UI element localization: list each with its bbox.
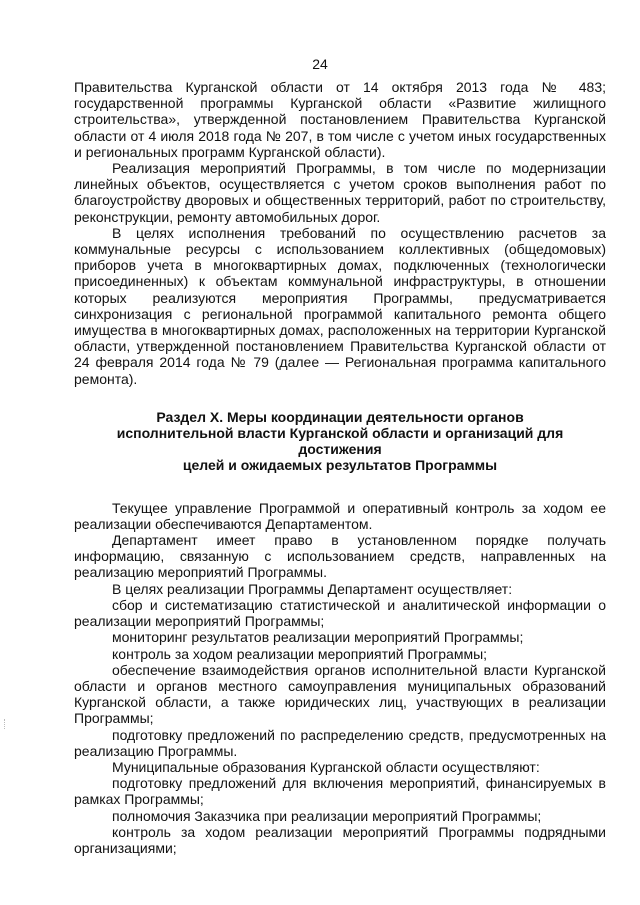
- section-heading: [74, 409, 606, 474]
- paragraph-department-rights: Департамент имеет право в установленном порядке получать информацию, связанную с использованием средств, направленных на реализацию мероприятий Программы.: [74, 532, 606, 581]
- page-number: 24: [312, 56, 328, 72]
- list-item: контроль за ходом реализации мероприятий Программы;: [112, 645, 488, 662]
- document-body: [74, 79, 606, 856]
- paragraph-continuation: Правительства Курганской области от 14 октября 2013 года № 483; государственной программы Курганской области «Развитие жилищного строительства», утвержденной постановлением Правительства Курганской области от 4 июля 2018 года № 207, в том числе с учетом иных государственных и региональных программ Курганской области).: [74, 79, 606, 160]
- list-item: сбор и систематизацию статистической и аналитической информации о реализации мероприятий Программы;: [74, 596, 606, 630]
- list-item: обеспечение взаимодействия органов исполнительной власти Курганской области и органов местного самоуправления муниципальных образований Курганской области, а также юридических лиц, участвующих в реализации Программы;: [74, 661, 606, 727]
- list-item: полномочия Заказчика при реализации мероприятий Программы;: [112, 807, 542, 824]
- section-heading-line: исполнительной власти Курганской области и организаций для достижения: [116, 425, 564, 458]
- paragraph-management: Текущее управление Программой и оперативный контроль за ходом ее реализации обеспечиваются Департаментом.: [74, 499, 606, 532]
- paragraph-modernization: Реализация мероприятий Программы, в том числе по модернизации линейных объектов, осуществляется с учетом сроков выполнения работ по благоустройству дворовых и общественных территорий, работ по строительству, реконструкции, ремонту автомобильных дорог.: [74, 160, 606, 225]
- paragraph-municipal-duties-intro: Муниципальные образования Курганской области осуществляют:: [112, 758, 540, 775]
- paragraph-department-duties-intro: В целях реализации Программы Департамент осуществляет:: [112, 580, 513, 597]
- list-item: подготовку предложений для включения мероприятий, финансируемых в рамках Программы;: [74, 775, 606, 808]
- section-heading-line: Раздел X. Меры координации деятельности органов: [156, 408, 524, 425]
- list-item: подготовку предложений по распределению средств, предусмотренных на реализацию Программы.: [74, 726, 606, 759]
- paragraph-metering-sync: В целях исполнения требований по осуществлению расчетов за коммунальные ресурсы с использованием коллективных (общедомовых) приборов учета в многоквартирных домах, подключенных (технологически присоединенных) к объектам коммунальной инфраструктуры, в отношении которых реализуются мероприятия Программы, предусматривается синхронизация с региональной программой капитального ремонта общего имущества в многоквартирных домах, расположенных на территории Курганской области, утвержденной постановлением Правительства Курганской области от 24 февраля 2014 года № 79 (далее — Региональная программа капитального ремонта).: [74, 224, 606, 387]
- margin-mark: [4, 719, 6, 729]
- list-item: контроль за ходом реализации мероприятий Программы подрядными организациями;: [74, 823, 606, 856]
- section-heading-line: целей и ожидаемых результатов Программы: [182, 457, 498, 474]
- list-item: мониторинг результатов реализации мероприятий Программы;: [112, 629, 524, 646]
